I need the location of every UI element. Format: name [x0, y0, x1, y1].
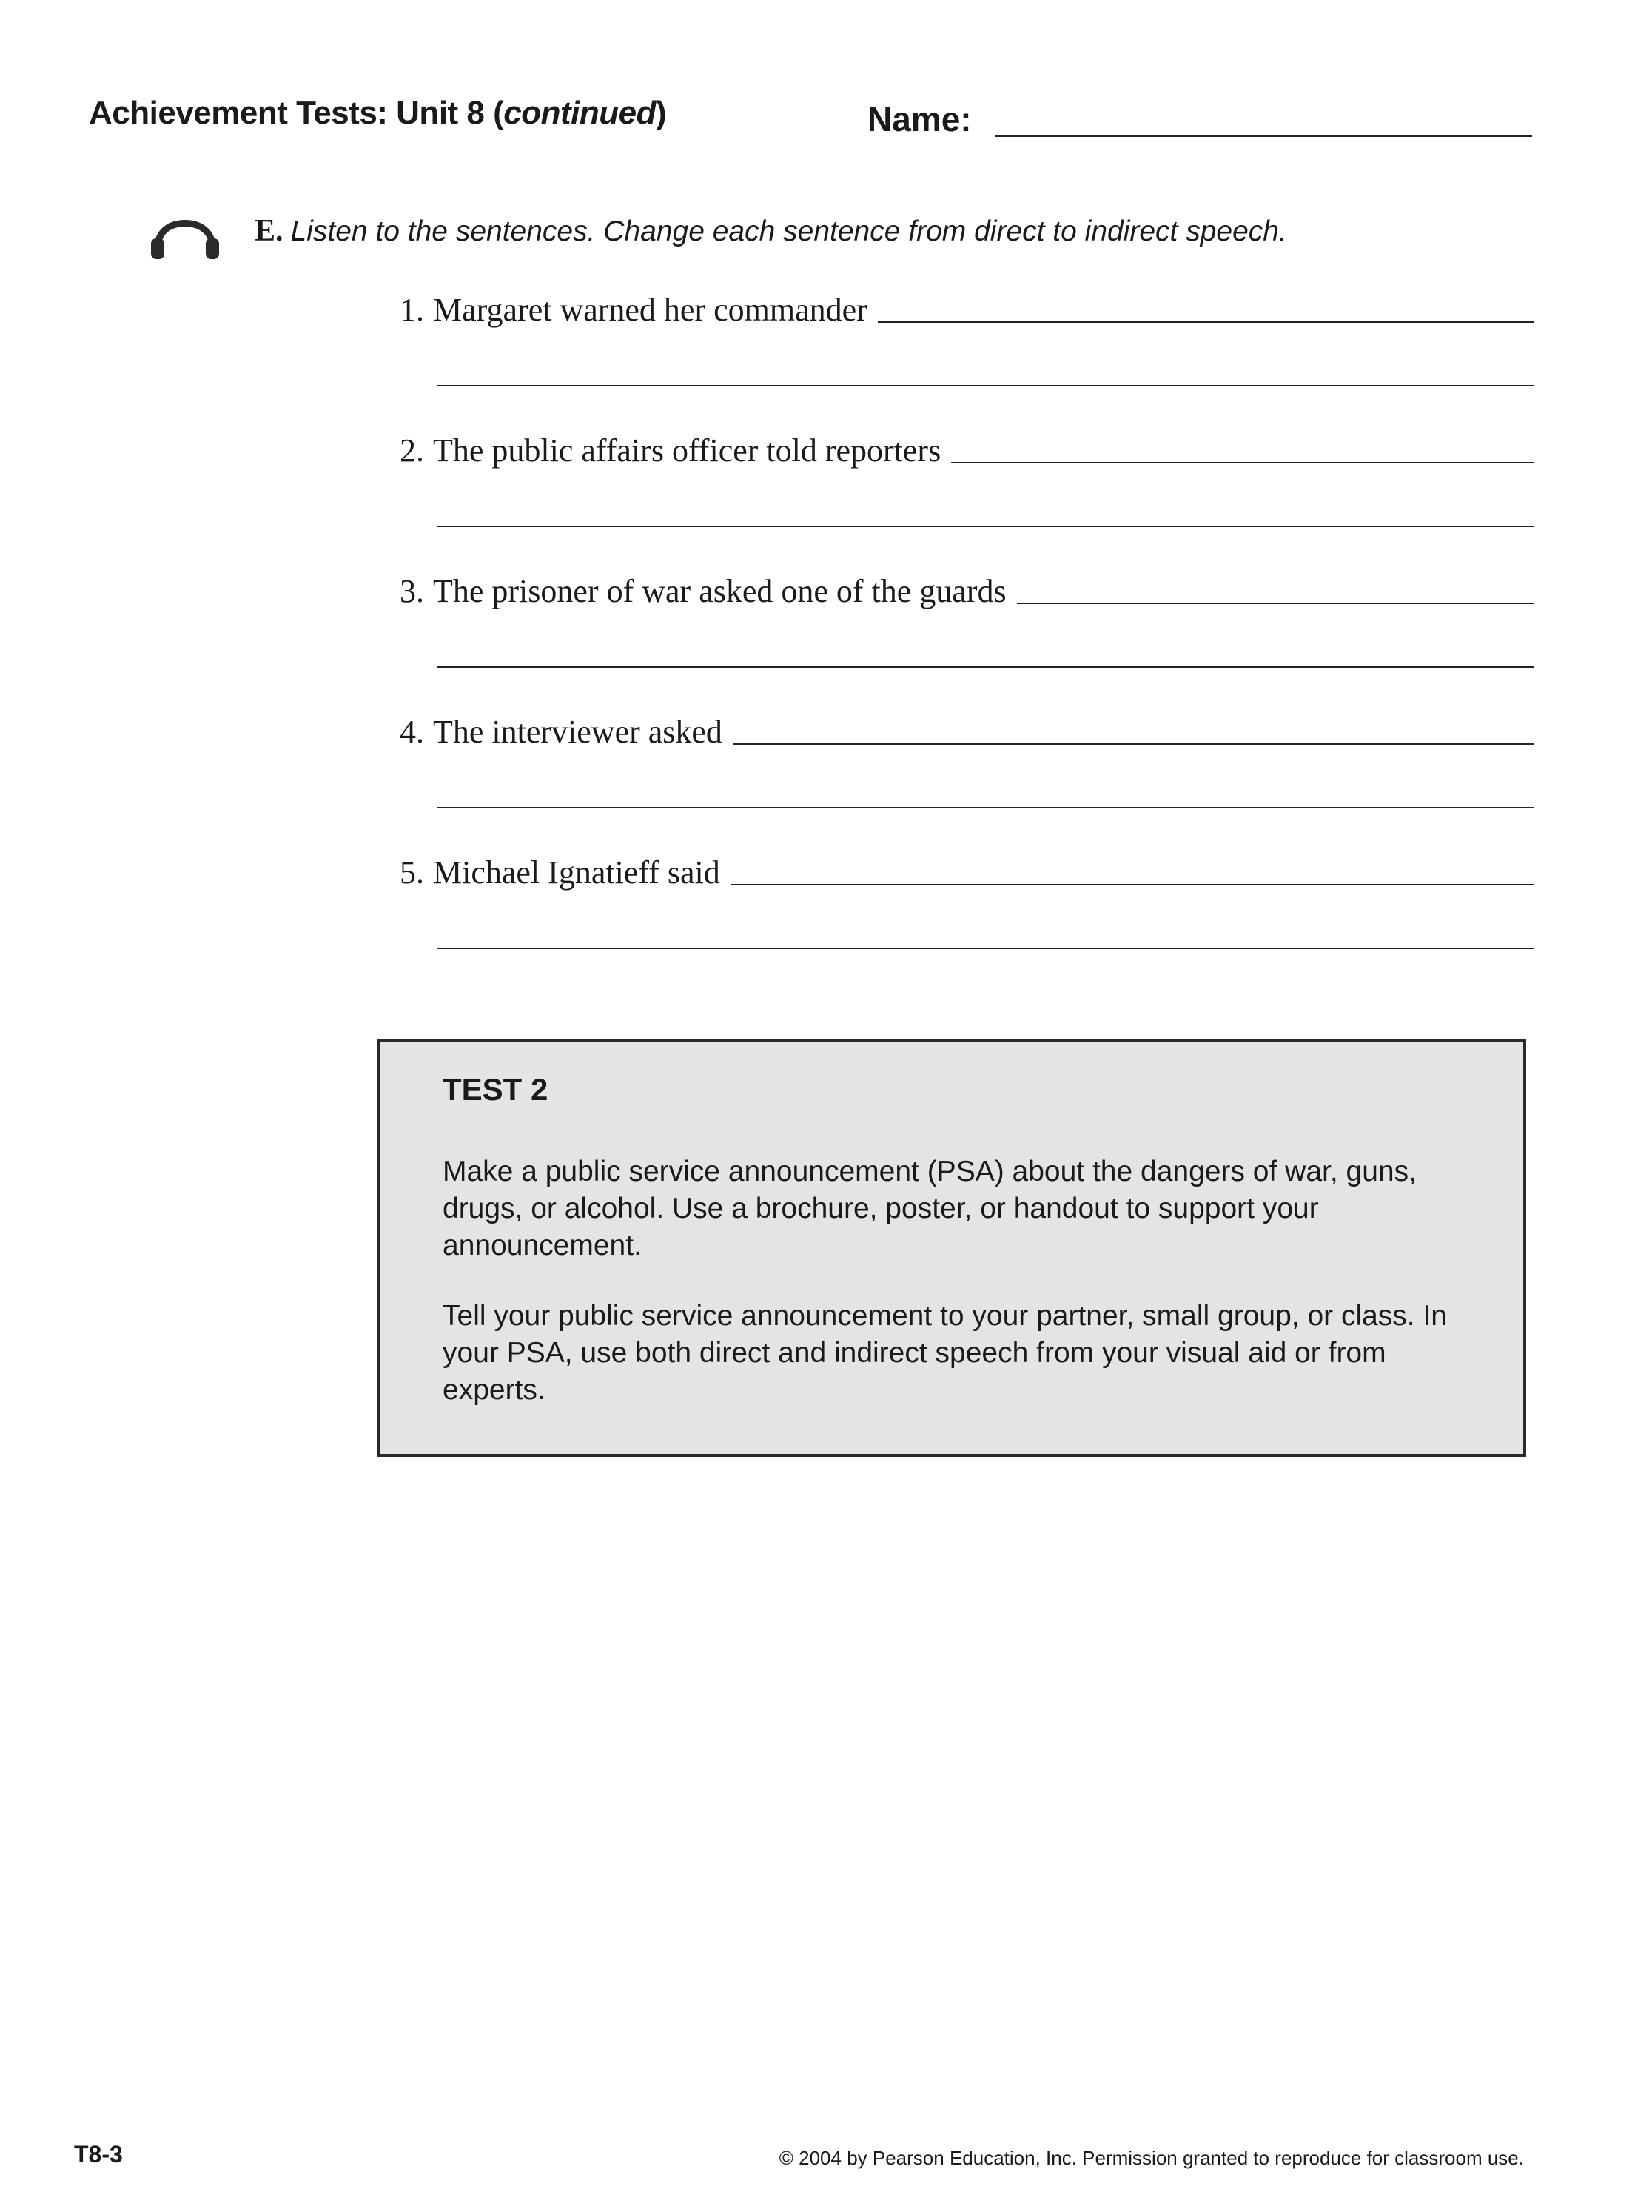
question-number: 4.	[400, 714, 424, 750]
question-text: The public affairs officer told reporters	[433, 432, 941, 469]
section-e-instruction	[255, 213, 1287, 249]
answer-line[interactable]	[1017, 601, 1534, 604]
copyright-notice: © 2004 by Pearson Education, Inc. Permission granted to reproduce for classroom use.	[779, 2147, 1524, 2169]
question-text: Margaret warned her commander	[433, 292, 867, 328]
question-2	[400, 428, 1534, 469]
page-number: T8-3	[74, 2141, 123, 2168]
answer-line[interactable]	[731, 882, 1534, 885]
name-field[interactable]	[995, 135, 1532, 137]
answer-line[interactable]	[878, 320, 1534, 323]
answer-line[interactable]	[437, 948, 1534, 949]
test2-paragraph-1: Make a public service announcement (PSA) about the dangers of war, guns, drugs, or alcohol. Use a brochure, poster, or handout to support your announcement.	[443, 1156, 1417, 1261]
test2-title: TEST 2	[443, 1072, 548, 1107]
question-1	[400, 287, 1534, 329]
question-number: 5.	[400, 854, 424, 891]
page-title	[89, 95, 666, 132]
test2-paragraph-2: Tell your public service announcement to your partner, small group, or class. In your PSA, use both direct and indirect speech from your visual aid or from experts.	[443, 1300, 1448, 1406]
question-number: 3.	[400, 573, 424, 609]
question-5	[400, 850, 1534, 891]
question-text: Michael Ignatieff said	[433, 854, 720, 891]
answer-line[interactable]	[733, 742, 1534, 745]
question-4	[400, 709, 1534, 751]
test2-box	[377, 1039, 1526, 1457]
answer-line[interactable]	[437, 385, 1534, 386]
title-main: Achievement Tests: Unit 8 (	[89, 95, 504, 131]
answer-line[interactable]	[437, 666, 1534, 668]
answer-line[interactable]	[951, 460, 1534, 463]
title-close: )	[655, 95, 667, 131]
answer-line[interactable]	[437, 526, 1534, 527]
question-number: 2.	[400, 432, 424, 469]
title-italic: continued	[503, 95, 656, 131]
question-number: 1.	[400, 292, 424, 328]
name-label: Name:	[867, 100, 972, 138]
question-text: The interviewer asked	[433, 714, 722, 750]
answer-line[interactable]	[437, 807, 1534, 808]
section-letter: E.	[255, 214, 283, 248]
question-text: The prisoner of war asked one of the guards	[433, 573, 1007, 609]
question-3	[400, 569, 1534, 610]
headphones-icon	[148, 200, 222, 262]
instruction-text: Listen to the sentences. Change each sentence from direct to indirect speech.	[290, 215, 1287, 247]
